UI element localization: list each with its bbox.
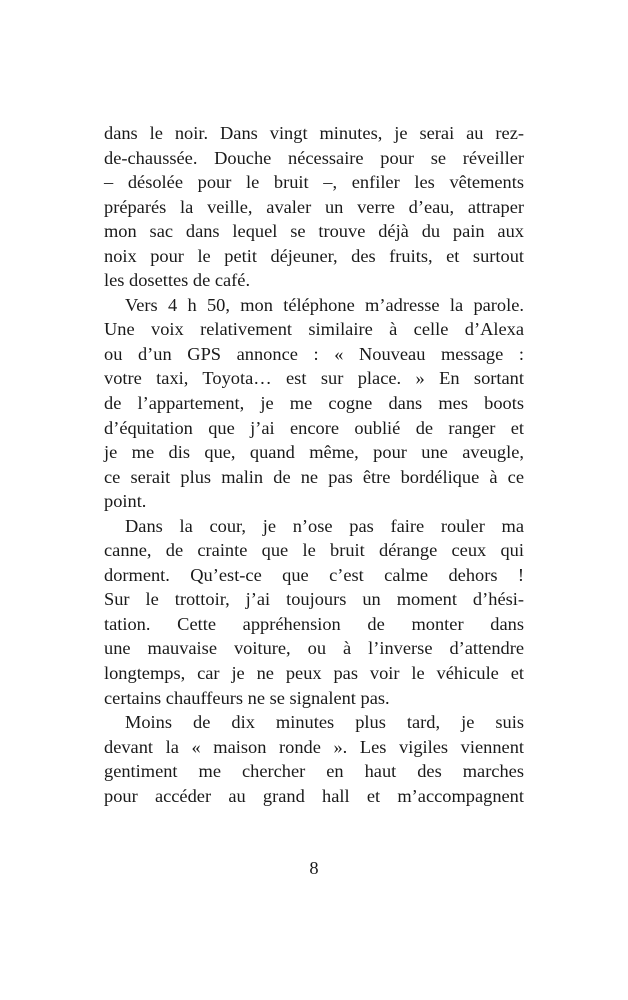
text-line: noix pour le petit déjeuner, des fruits, et surtout bbox=[104, 245, 524, 266]
text-line: de-chaussée. Douche nécessaire pour se réveiller bbox=[104, 147, 524, 168]
text-line: préparés la veille, avaler un verre d’eau, attraper bbox=[104, 196, 524, 217]
text-line: Dans la cour, je n’ose pas faire rouler ma bbox=[125, 515, 524, 536]
text-line: les dosettes de café. bbox=[104, 270, 251, 291]
text-line: mon sac dans lequel se trouve déjà du pain aux bbox=[104, 221, 524, 242]
body-text bbox=[104, 121, 524, 808]
text-line: je me dis que, quand même, pour une aveugle, bbox=[104, 442, 524, 463]
text-line: longtemps, car je ne peux pas voir le véhicule et bbox=[104, 663, 524, 684]
text-line: Une voix relativement similaire à celle d’Alexa bbox=[104, 319, 524, 340]
text-line: votre taxi, Toyota… est sur place. » En sortant bbox=[104, 368, 524, 389]
text-line: Sur le trottoir, j’ai toujours un moment d’hési- bbox=[104, 589, 524, 610]
text-line: – désolée pour le bruit –, enfiler les vêtements bbox=[104, 172, 524, 193]
text-line: ce serait plus malin de ne pas être bordélique à ce bbox=[104, 466, 524, 487]
text-line: certains chauffeurs ne se signalent pas. bbox=[104, 687, 390, 708]
text-line: dorment. Qu’est-ce que c’est calme dehors ! bbox=[104, 564, 524, 585]
text-line: tation. Cette appréhension de monter dans bbox=[104, 613, 524, 634]
text-line: d’équitation que j’ai encore oublié de ranger et bbox=[104, 417, 524, 438]
text-line: Moins de dix minutes plus tard, je suis bbox=[125, 712, 524, 733]
text-line: une mauvaise voiture, ou à l’inverse d’attendre bbox=[104, 638, 524, 659]
page-number: 8 bbox=[309, 858, 319, 878]
text-line: devant la « maison ronde ». Les vigiles viennent bbox=[104, 736, 524, 757]
text-line: dans le noir. Dans vingt minutes, je serai au rez- bbox=[104, 123, 524, 143]
text-line: Vers 4 h 50, mon téléphone m’adresse la parole. bbox=[125, 294, 524, 315]
text-line: point. bbox=[104, 491, 147, 512]
text-line: ou d’un GPS annonce : « Nouveau message : bbox=[104, 343, 524, 364]
text-line: gentiment me chercher en haut des marches bbox=[104, 761, 524, 782]
text-line: canne, de crainte que le bruit dérange ceux qui bbox=[104, 540, 524, 561]
text-line: de l’appartement, je me cogne dans mes boots bbox=[104, 393, 524, 414]
text-line: pour accéder au grand hall et m’accompagnent bbox=[104, 785, 524, 806]
